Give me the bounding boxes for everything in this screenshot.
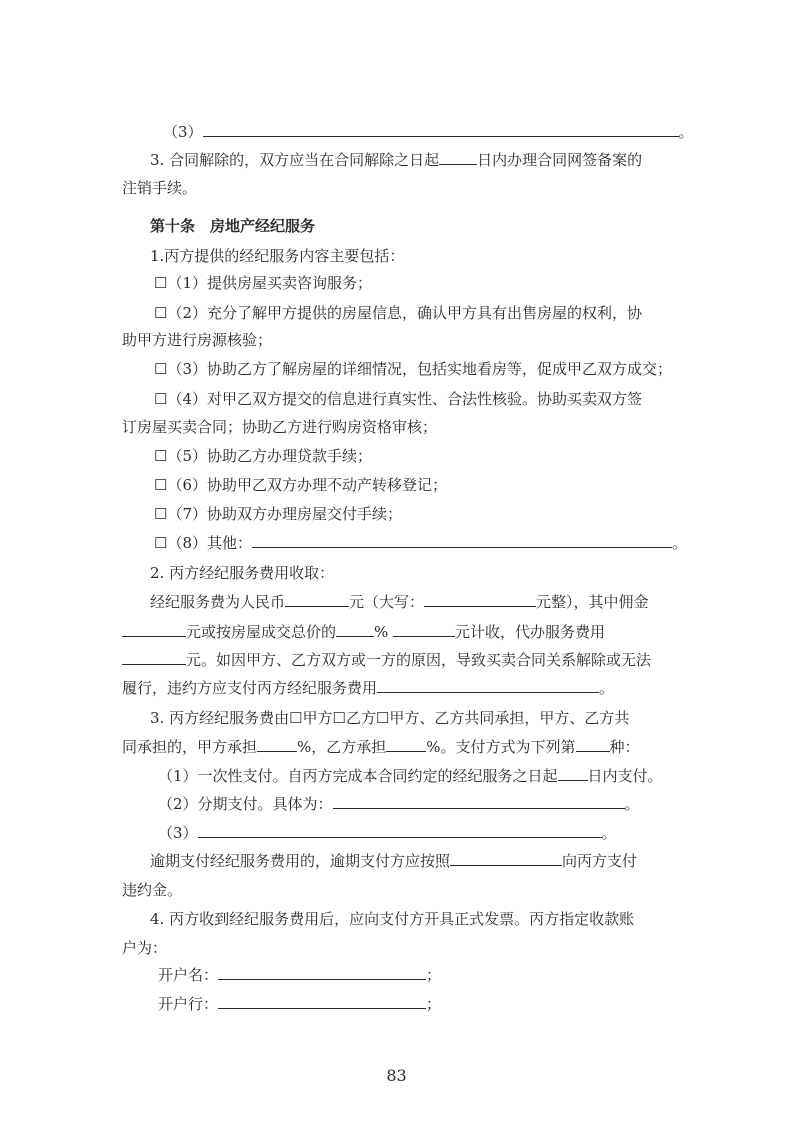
text-segment: 元或按房屋成交总价的 bbox=[186, 623, 337, 641]
text-line bbox=[0, 761, 793, 791]
text-segment: 。 bbox=[601, 824, 617, 842]
text-segment: ☐（2）充分了解甲方提供的房屋信息，确认甲方具有出售房屋的权利，协 bbox=[154, 304, 642, 322]
text-segment: 。 bbox=[678, 123, 694, 141]
fill-in-blank[interactable] bbox=[218, 961, 426, 980]
text-segment: 元。如因甲方、乙方双方或一方的原因，导致买卖合同关系解除或无法 bbox=[186, 651, 652, 669]
fill-in-blank[interactable] bbox=[450, 847, 562, 866]
text-segment: 3. 合同解除的，双方应当在合同解除之日起 bbox=[150, 151, 440, 169]
text-line bbox=[0, 470, 793, 500]
text-segment: （2）分期支付。具体为： bbox=[158, 795, 333, 813]
fill-in-blank[interactable] bbox=[122, 618, 186, 637]
text-segment: 。 bbox=[672, 534, 688, 552]
text-segment: 第十条 房地产经纪服务 bbox=[150, 217, 316, 235]
fill-in-blank[interactable] bbox=[122, 646, 186, 665]
text-line bbox=[0, 384, 793, 414]
text-segment: ☐（8）其他： bbox=[154, 534, 252, 552]
text-segment: （3） bbox=[163, 123, 203, 141]
text-segment: 逾期支付经纪服务费用的，逾期支付方应按照 bbox=[150, 852, 451, 870]
text-segment: 履行，违约方应支付丙方经纪服务费用 bbox=[122, 679, 378, 697]
fill-in-blank[interactable] bbox=[576, 733, 610, 752]
text-line bbox=[0, 528, 793, 558]
fill-in-blank[interactable] bbox=[393, 618, 455, 637]
text-line bbox=[0, 441, 793, 471]
text-segment: 元（大写： bbox=[349, 593, 425, 611]
text-segment: 日内办理合同网签备案的 bbox=[477, 151, 643, 169]
text-line bbox=[0, 732, 793, 762]
text-line bbox=[0, 673, 793, 703]
text-segment: 4. 丙方收到经纪服务费用后，应向支付方开具正式发票。丙方指定收款账 bbox=[150, 910, 635, 928]
text-segment: 。 bbox=[599, 679, 615, 697]
text-segment: 日内支付。 bbox=[587, 767, 663, 785]
text-line bbox=[0, 703, 793, 733]
text-segment: 经纪服务费为人民币 bbox=[150, 593, 286, 611]
page-number: 83 bbox=[386, 1066, 407, 1085]
text-segment: 助甲方进行房源核验； bbox=[122, 331, 273, 349]
text-segment: 3. 丙方经纪服务费由☐甲方☐乙方☐甲方、乙方共同承担，甲方、乙方共 bbox=[150, 709, 630, 727]
text-segment: 户为： bbox=[122, 939, 168, 957]
text-segment: ☐（3）协助乙方了解房屋的详细情况，包括实地看房等，促成甲乙双方成交； bbox=[154, 360, 672, 378]
text-line bbox=[0, 933, 793, 963]
fill-in-blank[interactable] bbox=[336, 618, 374, 637]
text-line bbox=[0, 960, 793, 990]
text-segment: 违约金。 bbox=[122, 881, 183, 899]
text-line bbox=[0, 587, 793, 617]
fill-in-blank[interactable] bbox=[558, 762, 588, 781]
text-line bbox=[0, 499, 793, 529]
text-segment: ☐（1）提供房屋买卖咨询服务； bbox=[154, 274, 372, 292]
text-line bbox=[0, 145, 793, 175]
text-line bbox=[0, 875, 793, 905]
fill-in-blank[interactable] bbox=[439, 146, 477, 165]
text-segment: 同承担的，甲方承担 bbox=[122, 738, 258, 756]
text-line bbox=[0, 173, 793, 203]
text-line bbox=[0, 241, 793, 271]
text-segment: ； bbox=[426, 966, 442, 984]
text-segment: %。支付方式为下列第 bbox=[426, 738, 576, 756]
text-line bbox=[0, 558, 793, 588]
text-line bbox=[0, 354, 793, 384]
text-line bbox=[0, 789, 793, 819]
text-line bbox=[0, 645, 793, 675]
text-segment: ☐（6）协助甲乙双方办理不动产转移登记； bbox=[154, 476, 447, 494]
fill-in-blank[interactable] bbox=[333, 790, 625, 809]
text-segment: 。 bbox=[624, 795, 640, 813]
fill-in-blank[interactable] bbox=[218, 990, 426, 1009]
text-line bbox=[0, 298, 793, 328]
section-heading bbox=[0, 211, 793, 241]
fill-in-blank[interactable] bbox=[252, 529, 672, 548]
text-segment: %，乙方承担 bbox=[297, 738, 387, 756]
fill-in-blank[interactable] bbox=[377, 674, 599, 693]
text-line bbox=[0, 617, 793, 647]
text-segment: ☐（7）协助双方办理房屋交付手续； bbox=[154, 505, 402, 523]
fill-in-blank[interactable] bbox=[386, 733, 426, 752]
text-segment: 注销手续。 bbox=[122, 179, 198, 197]
text-segment: % bbox=[374, 623, 394, 641]
text-segment: （3） bbox=[158, 824, 198, 842]
text-segment: ☐（5）协助乙方办理贷款手续； bbox=[154, 447, 372, 465]
text-segment: （1）一次性支付。自丙方完成本合同约定的经纪服务之日起 bbox=[158, 767, 558, 785]
text-segment: 1.丙方提供的经纪服务内容主要包括： bbox=[150, 247, 405, 265]
text-line bbox=[0, 325, 793, 355]
text-segment: ☐（4）对甲乙双方提交的信息进行真实性、合法性核验。协助买卖双方签 bbox=[154, 390, 642, 408]
text-segment: 种： bbox=[609, 738, 640, 756]
text-line bbox=[0, 904, 793, 934]
fill-in-blank[interactable] bbox=[198, 819, 602, 838]
text-segment: 元整），其中佣金 bbox=[536, 593, 649, 611]
text-segment: 开户名： bbox=[158, 966, 219, 984]
fill-in-blank[interactable] bbox=[257, 733, 297, 752]
text-line bbox=[0, 412, 793, 442]
text-segment: ； bbox=[426, 995, 442, 1013]
text-line bbox=[0, 117, 793, 147]
text-segment: 元计收，代办服务费用 bbox=[455, 623, 606, 641]
text-segment: 开户行： bbox=[158, 995, 219, 1013]
text-line bbox=[0, 989, 793, 1019]
fill-in-blank[interactable] bbox=[285, 588, 349, 607]
fill-in-blank[interactable] bbox=[203, 118, 679, 137]
text-line bbox=[0, 268, 793, 298]
text-segment: 向丙方支付 bbox=[562, 852, 638, 870]
text-segment: 订房屋买卖合同；协助乙方进行购房资格审核； bbox=[122, 418, 438, 436]
fill-in-blank[interactable] bbox=[424, 588, 536, 607]
text-line bbox=[0, 818, 793, 848]
text-line bbox=[0, 846, 793, 876]
text-segment: 2. 丙方经纪服务费用收取： bbox=[150, 564, 335, 582]
